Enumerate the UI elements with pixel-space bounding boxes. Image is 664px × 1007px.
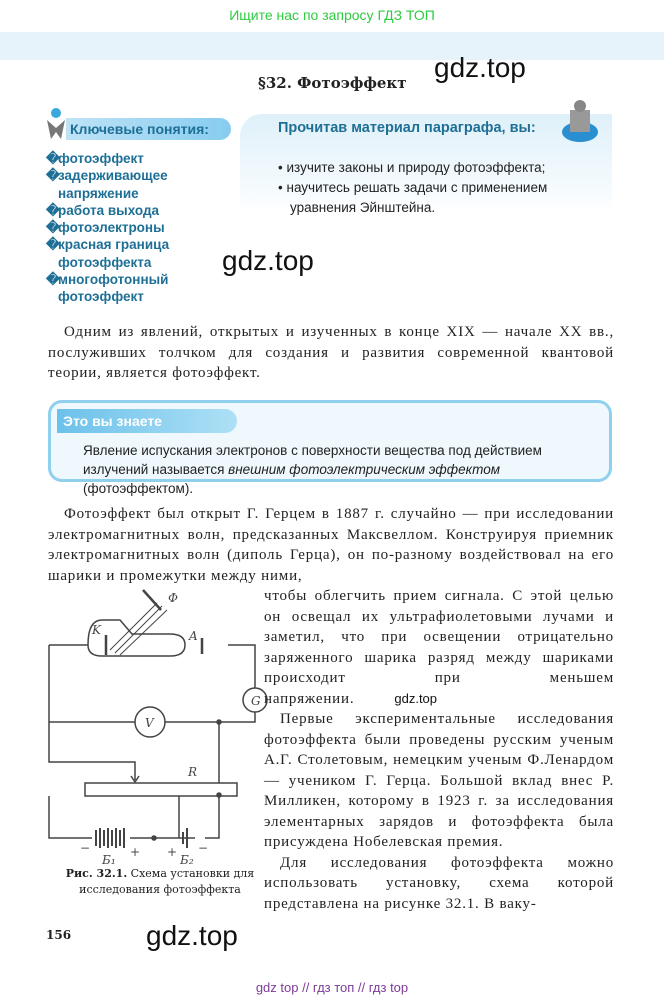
label-minus: − bbox=[80, 841, 91, 855]
list-item: �многофотонный фотоэффект bbox=[46, 272, 169, 305]
figure bbox=[40, 590, 264, 898]
list-item: • изучите законы и природу фотоэффекта; bbox=[278, 160, 546, 175]
circuit-diagram bbox=[40, 590, 270, 866]
section-title: §32. Фотоэффект bbox=[258, 74, 407, 92]
reader-icon bbox=[560, 98, 600, 146]
header-band bbox=[0, 32, 664, 60]
label-b2: Б₂ bbox=[180, 853, 194, 867]
watermark: gdz.top bbox=[146, 920, 238, 951]
list-item: �фотоэффект bbox=[46, 151, 144, 166]
know-box bbox=[48, 400, 612, 496]
label-minus: − bbox=[198, 841, 209, 855]
person-icon bbox=[46, 108, 66, 140]
paragraph: Фотоэффект был открыт Г. Герцем в 1887 г. случайно — при исследовании электромагнитных волн, предсказанных Максвеллом. Конструируя приемник электромагнитных волн (диполь Герца), он по-разному воздействовал на его шарики и промежутки между ними, bbox=[48, 506, 614, 584]
list-item: �фотоэлектроны bbox=[46, 220, 165, 236]
page-number: 156 bbox=[46, 928, 72, 942]
list-item: �работа выхода bbox=[46, 202, 160, 218]
footer-links[interactable]: gdz top // гдз топ // гдз top bbox=[255, 980, 409, 995]
label-phi: Ф bbox=[168, 591, 178, 605]
body-text-flow bbox=[48, 504, 614, 914]
paragraph: Первые экспериментальные исследования фотоэффекта были проведены русским ученым А.Г. Столетовым, немецким ученым Ф.Ленардом — учеником Г. Герца. Большой вклад внес Р. Милликен, которому в 1923 г. за исследования элементарных зарядов и фотоэффекта была присуждена Нобелевская премия. bbox=[264, 711, 614, 850]
label-k: K bbox=[92, 623, 101, 637]
list-item: �задерживающее напряжение bbox=[46, 168, 168, 201]
paragraph: чтобы облегчить прием сигнала. С этой целью он освещал их ультрафиолетовыми лучами и заметил, что при освещении отрицательно заряженного шарика разряд между шариками происходит при меньшем напряжении. gdz.top bbox=[264, 588, 614, 707]
know-title: Это вы знаете bbox=[57, 409, 237, 433]
label-plus: + bbox=[130, 845, 141, 859]
key-concepts-title: Ключевые понятия: bbox=[66, 118, 231, 140]
label-r: R bbox=[188, 765, 198, 779]
key-concepts-list bbox=[46, 150, 181, 306]
search-banner[interactable]: Ищите нас по запросу ГДЗ ТОП bbox=[229, 7, 435, 23]
list-item: • научитесь решать задачи с применением уравнения Эйнштейна. bbox=[278, 180, 548, 215]
list-item: �красная граница фотоэффекта bbox=[46, 237, 170, 270]
intro-paragraph: Одним из явлений, открытых и изученных в конце XIX — начале XX вв., послуживших толчком для создания и развития современной квантовой теории, является фотоэффект. bbox=[48, 324, 614, 381]
label-b1: Б₁ bbox=[102, 853, 116, 867]
label-a: A bbox=[189, 629, 198, 643]
figure-caption: Рис. 32.1. Схема установки для исследования фотоэффекта bbox=[65, 867, 255, 896]
label-g: G bbox=[251, 694, 261, 708]
watermark: gdz.top bbox=[222, 245, 314, 276]
watermark: gdz.top bbox=[394, 690, 438, 706]
watermark: gdz.top bbox=[434, 52, 526, 83]
paragraph: Для исследования фотоэффекта можно использовать установку, схема которой представлена на рисунке 32.1. В ваку- bbox=[264, 854, 614, 912]
goals-box bbox=[240, 114, 612, 215]
know-text: Явление испускания электронов с поверхности вещества под действием излучений называется внешним фотоэлектрическим эффектом (фотоэффектом). bbox=[83, 443, 542, 496]
goals-title: Прочитав материал параграфа, вы: bbox=[278, 120, 536, 136]
label-v: V bbox=[145, 716, 154, 730]
label-plus: + bbox=[167, 845, 178, 859]
